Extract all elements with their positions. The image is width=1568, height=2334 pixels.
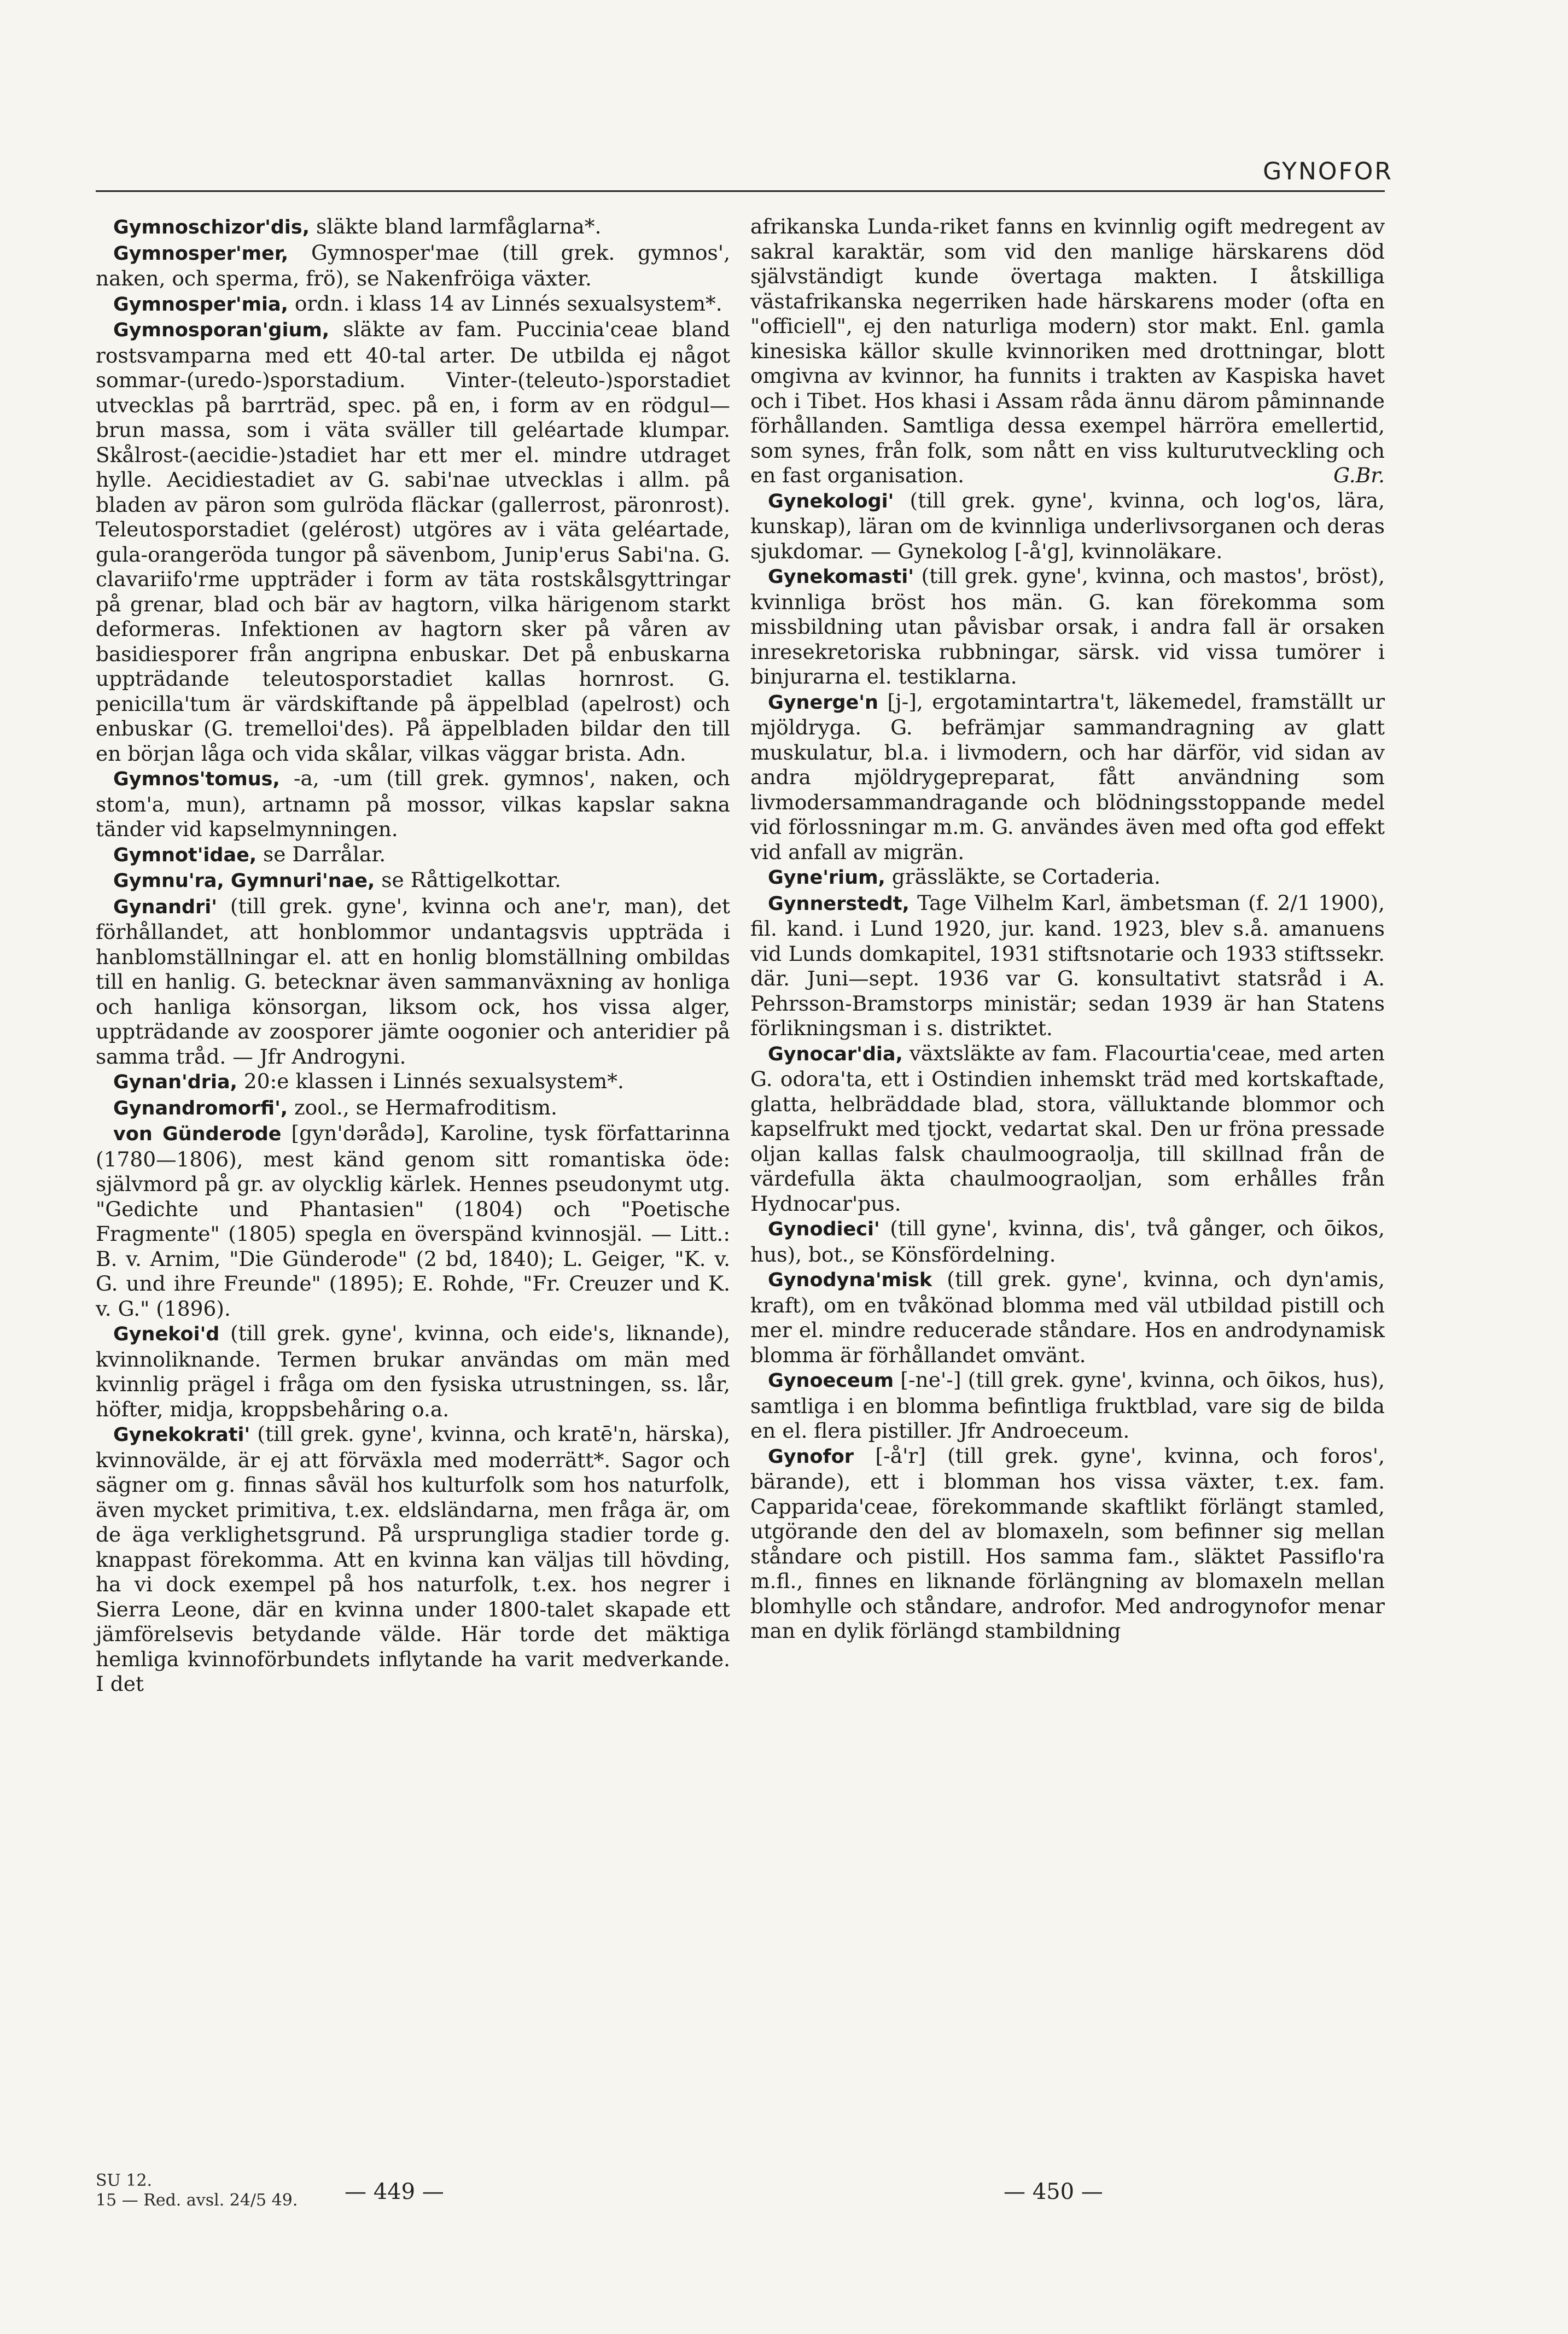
running-head: GYNOFOR [1263, 157, 1393, 185]
dictionary-entry [96, 291, 730, 318]
dictionary-entry [96, 317, 730, 766]
entry-text: [j-], ergotamintartra't, läkemedel, framställt ur mjöldryga. G. befrämjar sammandragning av glatt muskulatur, bl.a. i livmodern, och har därför, vid sidan av andra mjöldrygepreparat, fått användning som livmodersammandragande och blödningsstoppande medel vid förlossningar m.m. G. användes även med ofta god effekt vid anfall av migrän. [750, 689, 1385, 864]
entry-text: Gymnosper'mae (till grek. gymnos', naken, och sperma, frö), se Nakenfröiga växter. [96, 240, 730, 290]
entry-text: ordn. i klass 14 av Linnés sexualsystem*. [288, 291, 722, 316]
entry-headword: Gymnot'idae, [113, 844, 257, 866]
entry-text: -a, -um (till grek. gymnos', naken, och stom'a, mun), artnamn på mossor, vilkas kapslar sakna tänder vid kapselmynningen. [96, 766, 730, 841]
entry-headword: Gymnoschizor'dis, [113, 217, 310, 238]
author-signature: G.Br. [1333, 463, 1385, 487]
entry-text: (till grek. gyne', kvinna, och log'os, lära, kunskap), läran om de kvinnliga underlivsorganen och deras sjukdomar. — Gynekolog [-å'g], kvinnoläkare. [750, 488, 1385, 563]
page-number-left: — 449 — [345, 2179, 444, 2204]
entry-text: grässläkte, se Cortaderia. [885, 865, 1161, 889]
dictionary-entry [750, 690, 1385, 865]
entry-text: (till gyne', kvinna, dis', två gånger, och ōikos, hus), bot., se Könsfördelning. [750, 1216, 1385, 1267]
entry-text: zool., se Hermafroditism. [288, 1095, 557, 1119]
entry-headword: Gynandromorfi', [113, 1097, 288, 1119]
dictionary-entry [750, 1041, 1385, 1217]
right-column [750, 214, 1385, 1644]
entry-headword: Gynekoi'd [113, 1323, 220, 1345]
dictionary-entry [96, 894, 730, 1070]
dictionary-entry [96, 1069, 730, 1095]
entry-headword: Gynerge'n [768, 691, 878, 714]
dictionary-entry [750, 1444, 1385, 1644]
entry-headword: Gynodyna'misk [768, 1269, 932, 1291]
print-code [96, 2171, 298, 2210]
dictionary-entry [750, 1216, 1385, 1267]
entry-text: afrikanska Lunda-riket fanns en kvinnlig ogift medregent av sakral karaktär, som vid den manlige härskarens död självständigt kunde övertaga makten. I åtskilliga västafrikanska negerriken hade härskarens moder (ofta en "officiell", ej den naturliga modern) stor makt. Enl. gamla kinesiska källor skulle kvinnoriken med drottningar, blott omgivna av kvinnor, ha funnits i trakten av Kaspiska havet och i Tibet. Hos khasi i Assam råda ännu därom påminnande förhållanden. Samtliga dessa exempel härröra emellertid, som synes, från folk, som nått en viss kulturutveckling och en fast organisation. [750, 214, 1385, 487]
print-code-line: 15 — Red. avsl. 24/5 49. [96, 2191, 298, 2210]
dictionary-entry [750, 214, 1385, 488]
dictionary-entry [96, 1321, 730, 1422]
entry-headword: Gynekologi' [768, 490, 894, 512]
entry-text: släkte av fam. Puccinia'ceae bland rostsvamparna med ett 40-tal arter. De utbilda ej något sommar-(uredo-)sporstadium. Vinter-(teleuto-)sporstadiet utvecklas på barrträd, spec. på en, i form av en rödgul—brun massa, som i väta sväller till geléartade klumpar. Skålrost-(aecidie-)stadiet har ett mer el. mindre utdraget hylle. Aecidiestadiet av G. sabi'nae utvecklas i allm. på bladen av päron som gulröda fläckar (gallerrost, päronrost). Teleutosporstadiet (gelérost) utgöres av i väta geléartade, gula-orangeröda tungor på sävenbom, Junip'erus Sabi'na. G. clavariifo'rme uppträder i form av täta rostskålsgyttringar på grenar, blad och bär av hagtorn, vilka härigenom starkt deformeras. Infektionen av hagtorn sker på våren av basidiesporer från angripna enbuskar. Det på enbuskarna uppträdande teleutosporstadiet kallas hornrost. G. penicilla'tum är värdskiftande på äppelblad (apelrost) och enbuskar (G. tremelloi'des). På äppelbladen bildar den till en början låga och vida skålar, vilkas väggar brista. Adn. [96, 317, 730, 766]
entry-text: se Råttigelkottar. [375, 868, 561, 892]
dictionary-entry [96, 1095, 730, 1122]
entry-headword: Gynodieci' [768, 1218, 880, 1240]
entry-text: (till grek. gyne', kvinna, och dyn'amis, kraft), om en tvåkönad blomma med väl utbildad pistill och mer el. mindre reducerade ståndare. Hos en androdynamisk blomma är förhållandet omvänt. [750, 1267, 1385, 1367]
dictionary-entry [96, 842, 730, 868]
dictionary-entry [750, 1267, 1385, 1368]
dictionary-entry [750, 488, 1385, 564]
entry-text: [-å'r] (till grek. gyne', kvinna, och foros', bärande), ett i blomman hos vissa växter, t.ex. fam. Capparida'ceae, förekommande skaftlikt förlängt stamled, utgörande den del av blomaxeln, som befinner sig mellan ståndare och pistill. Hos samma fam., släktet Passiflo'ra m.fl., finnes en liknande förlängning av blomaxeln mellan blomhylle och ståndare, androfor. Med androgynofor menar man en dylik förlängd stambildning [750, 1443, 1385, 1643]
entry-text: (till grek. gyne', kvinna, och kratē'n, härska), kvinnovälde, är ej att förväxla med moderrätt*. Sagor och sägner om g. finnas såväl hos kulturfolk som hos naturfolk, även mycket primitiva, t.ex. eldsländarna, men fråga är, om de äga verklighetsgrund. På ursprungliga stadier torde g. knappast förekomma. Att en kvinna kan väljas till hövding, ha vi dock exempel på hos naturfolk, t.ex. hos negrer i Sierra Leone, där en kvinna under 1800-talet skapade ett jämförelsevis betydande välde. Här torde det mäktiga hemliga kvinnoförbundets inflytande ha varit medverkande. I det [96, 1422, 730, 1696]
entry-headword: Gymnosper'mia, [113, 293, 288, 316]
entry-text: växtsläkte av fam. Flacourtia'ceae, med arten G. odora'ta, ett i Ostindien inhemskt träd med kortskaftade, glatta, helbräddade blad, stora, välluktande blommor och kapselfrukt med tjockt, vedartat skal. Den ur fröna pressade oljan kallas falsk chaulmoograolja, till skillnad från de värdefulla äkta chaulmoograoljan, som erhålles från Hydnocar'pus. [750, 1041, 1385, 1216]
entry-text: (till grek. gyne', kvinna och ane'r, man), det förhållandet, att honblommor undantagsvis uppträda i hanblomställningar el. att en honlig blomställning ombildas till en hanlig. G. betecknar även sammanväxning av honliga och hanliga könsorgan, liksom ock, hos vissa alger, uppträdande av zoosporer jämte oogonier och anteridier på samma tråd. — Jfr Androgyni. [96, 894, 730, 1069]
entry-headword: Gynoeceum [768, 1370, 894, 1392]
dictionary-entry [96, 766, 730, 842]
entry-headword: Gymnosporan'gium, [113, 319, 330, 341]
entry-text: [-ne'-] (till grek. gyne', kvinna, och ōikos, hus), samtliga i en blomma befintliga fruktblad, vare sig de bilda en el. flera pistiller. Jfr Androeceum. [750, 1368, 1385, 1443]
left-column [96, 214, 730, 1697]
dictionary-entry [750, 1368, 1385, 1444]
entry-text: 20:e klassen i Linnés sexualsystem*. [237, 1069, 624, 1093]
entry-headword: Gynan'dria, [113, 1071, 237, 1093]
dictionary-entry [96, 1422, 730, 1697]
dictionary-entry [96, 241, 730, 291]
dictionary-entry [750, 891, 1385, 1041]
entry-headword: Gymnu'ra, Gymnuri'nae, [113, 870, 375, 892]
header-rule [96, 190, 1385, 192]
page-number-right: — 450 — [1004, 2179, 1103, 2204]
entry-headword: Gymnosper'mer, [113, 242, 289, 265]
entry-headword: von Günderode [113, 1123, 282, 1145]
entry-headword: Gynofor [768, 1445, 854, 1468]
entry-headword: Gynandri' [113, 896, 218, 918]
dictionary-entry [96, 868, 730, 894]
entry-headword: Gyne'rium, [768, 867, 885, 889]
dictionary-entry [750, 865, 1385, 891]
entry-text: [gyn'dərådə], Karoline, tysk författarinna (1780—1806), mest känd genom sitt romantiska öde: självmord på gr. av olycklig kärlek. Hennes pseudonymt utg. "Gedichte und Phantasien" (1804) och "Poetische Fragmente" (1805) spegla en överspänd kvinnosjäl. — Litt.: B. v. Arnim, "Die Günderode" (2 bd, 1840); L. Geiger, "K. v. G. und ihre Freunde" (1895); E. Rohde, "Fr. Creuzer und K. v. G." (1896). [96, 1121, 730, 1321]
dictionary-entry [750, 564, 1385, 690]
entry-text: släkte bland larmfåglarna*. [310, 214, 602, 238]
entry-headword: Gynocar'dia, [768, 1043, 903, 1065]
print-code-line: SU 12. [96, 2171, 153, 2190]
entry-text: se Darrålar. [257, 842, 386, 866]
entry-headword: Gynekomasti' [768, 566, 914, 588]
entry-text: (till grek. gyne', kvinna, och eide's, liknande), kvinnoliknande. Termen brukar användas om män med kvinnlig prägel i fråga om den fysiska utrustningen, ss. lår, höfter, midja, kroppsbehåring o.a. [96, 1321, 730, 1421]
entry-text: (till grek. gyne', kvinna, och mastos', bröst), kvinnliga bröst hos män. G. kan förekomma som missbildning utan påvisbar orsak, i andra fall är orsaken inresekretoriska rubbningar, särsk. vid vissa tumörer i binjurarna el. testiklarna. [750, 564, 1385, 688]
entry-headword: Gymnos'tomus, [113, 768, 280, 790]
entry-text: Tage Vilhelm Karl, ämbetsman (f. 2/1 1900), fil. kand. i Lund 1920, jur. kand. 1923, blev s.å. amanuens vid Lunds domkapitel, 1931 stiftsnotarie och 1933 stiftssekr. där. Juni—sept. 1936 var G. konsultativt statsråd i A. Pehrsson-Bramstorps ministär; sedan 1939 är han Statens förlikningsman i s. distriktet. [750, 890, 1385, 1040]
entry-headword: Gynekokrati' [113, 1424, 250, 1446]
dictionary-entry [96, 214, 730, 241]
dictionary-entry [96, 1121, 730, 1321]
entry-headword: Gynnerstedt, [768, 892, 910, 915]
